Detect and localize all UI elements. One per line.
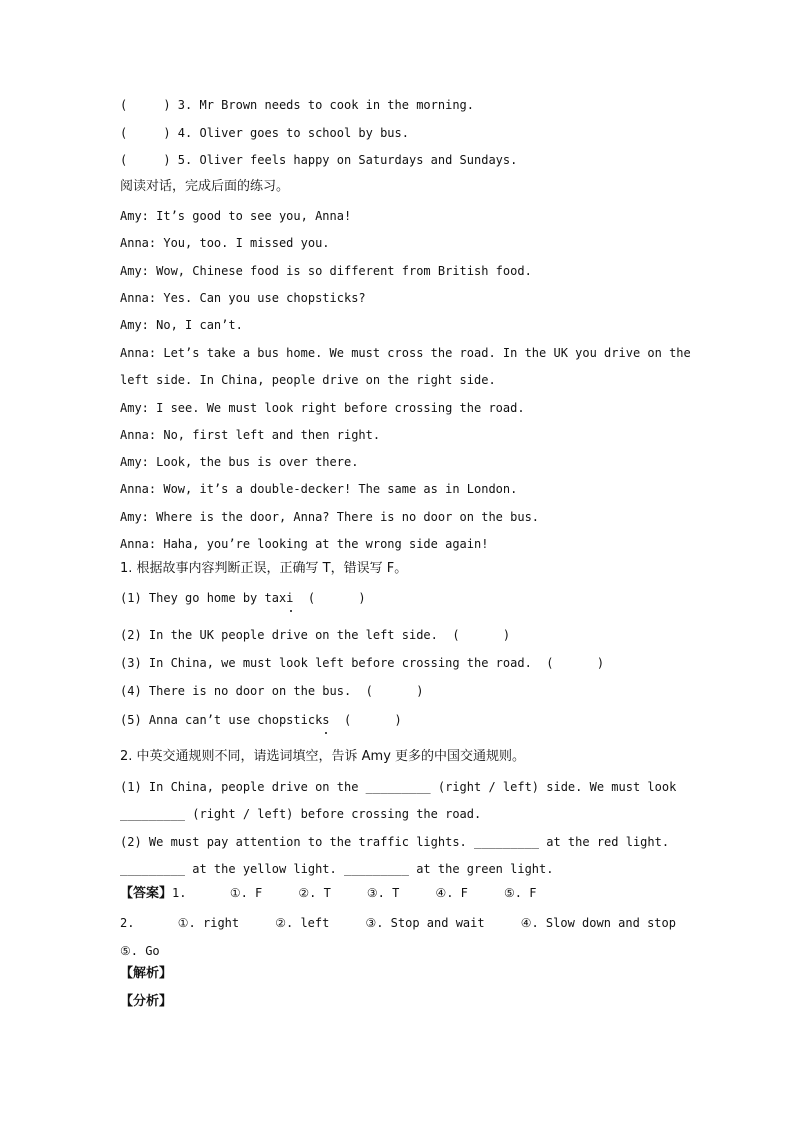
tf-item-4: ( ) 4. Oliver goes to school by bus.	[120, 126, 409, 140]
answer-line-1	[120, 885, 536, 902]
q1-item-2: (2) In the UK people drive on the left side. ( )	[120, 628, 511, 642]
dialogue-line: Amy: Where is the door, Anna? There is no door on the bus.	[120, 510, 540, 524]
emphasis-dot	[325, 732, 327, 734]
fenxi-label: 【分析】	[120, 994, 173, 1009]
dialogue-line: Anna: Yes. Can you use chopsticks?	[120, 291, 366, 305]
q2-line: (1) In China, people drive on the _________ (right / left) side. We must look	[120, 780, 677, 794]
analysis-label: 【解析】	[120, 966, 173, 981]
dialogue-line: Amy: Look, the bus is over there.	[120, 455, 359, 469]
q2-line: (2) We must pay attention to the traffic lights. _________ at the red light.	[120, 835, 670, 849]
reading-instruction: 阅读对话，完成后面的练习。	[120, 179, 290, 194]
answer-part-1: 1. ①. F ②. T ③. T ④. F ⑤. F	[172, 886, 537, 900]
dialogue-line: Anna: You, too. I missed you.	[120, 236, 330, 250]
dialogue-line: Amy: Wow, Chinese food is so different from British food.	[120, 264, 532, 278]
answer-line-3: ⑤. Go	[120, 944, 160, 958]
dialogue-line: Anna: Wow, it’s a double-decker! The same as in London.	[120, 482, 518, 496]
dialogue-line: Anna: Haha, you’re looking at the wrong side again!	[120, 537, 489, 551]
answer-label: 【答案】	[120, 886, 173, 901]
q1-item-5: (5) Anna can’t use chopsticks ( )	[120, 713, 402, 727]
q1-heading: 1. 根据故事内容判断正误，正确写 T，错误写 F。	[120, 561, 408, 576]
q1-item-3: (3) In China, we must look left before crossing the road. ( )	[120, 656, 605, 670]
dialogue-line: Amy: I see. We must look right before crossing the road.	[120, 401, 525, 415]
q2-line: _________ at the yellow light. _________ at the green light.	[120, 862, 554, 876]
dialogue-line: left side. In China, people drive on the right side.	[120, 373, 496, 387]
tf-item-5: ( ) 5. Oliver feels happy on Saturdays and Sundays.	[120, 153, 518, 167]
answer-line-2: 2. ①. right ②. left ③. Stop and wait ④. Slow down and stop	[120, 916, 676, 930]
q2-heading: 2. 中英交通规则不同，请选词填空，告诉 Amy 更多的中国交通规则。	[120, 749, 526, 764]
dialogue-line: Anna: Let’s take a bus home. We must cross the road. In the UK you drive on the	[120, 346, 691, 360]
emphasis-dot	[290, 610, 292, 612]
dialogue-line: Anna: No, first left and then right.	[120, 428, 381, 442]
dialogue-line: Amy: No, I can’t.	[120, 318, 243, 332]
q1-item-4: (4) There is no door on the bus. ( )	[120, 684, 424, 698]
tf-item-3: ( ) 3. Mr Brown needs to cook in the morning.	[120, 98, 475, 112]
q1-item-1: (1) They go home by taxi ( )	[120, 591, 366, 605]
q2-line: _________ (right / left) before crossing the road.	[120, 807, 482, 821]
dialogue-line: Amy: It’s good to see you, Anna!	[120, 209, 352, 223]
